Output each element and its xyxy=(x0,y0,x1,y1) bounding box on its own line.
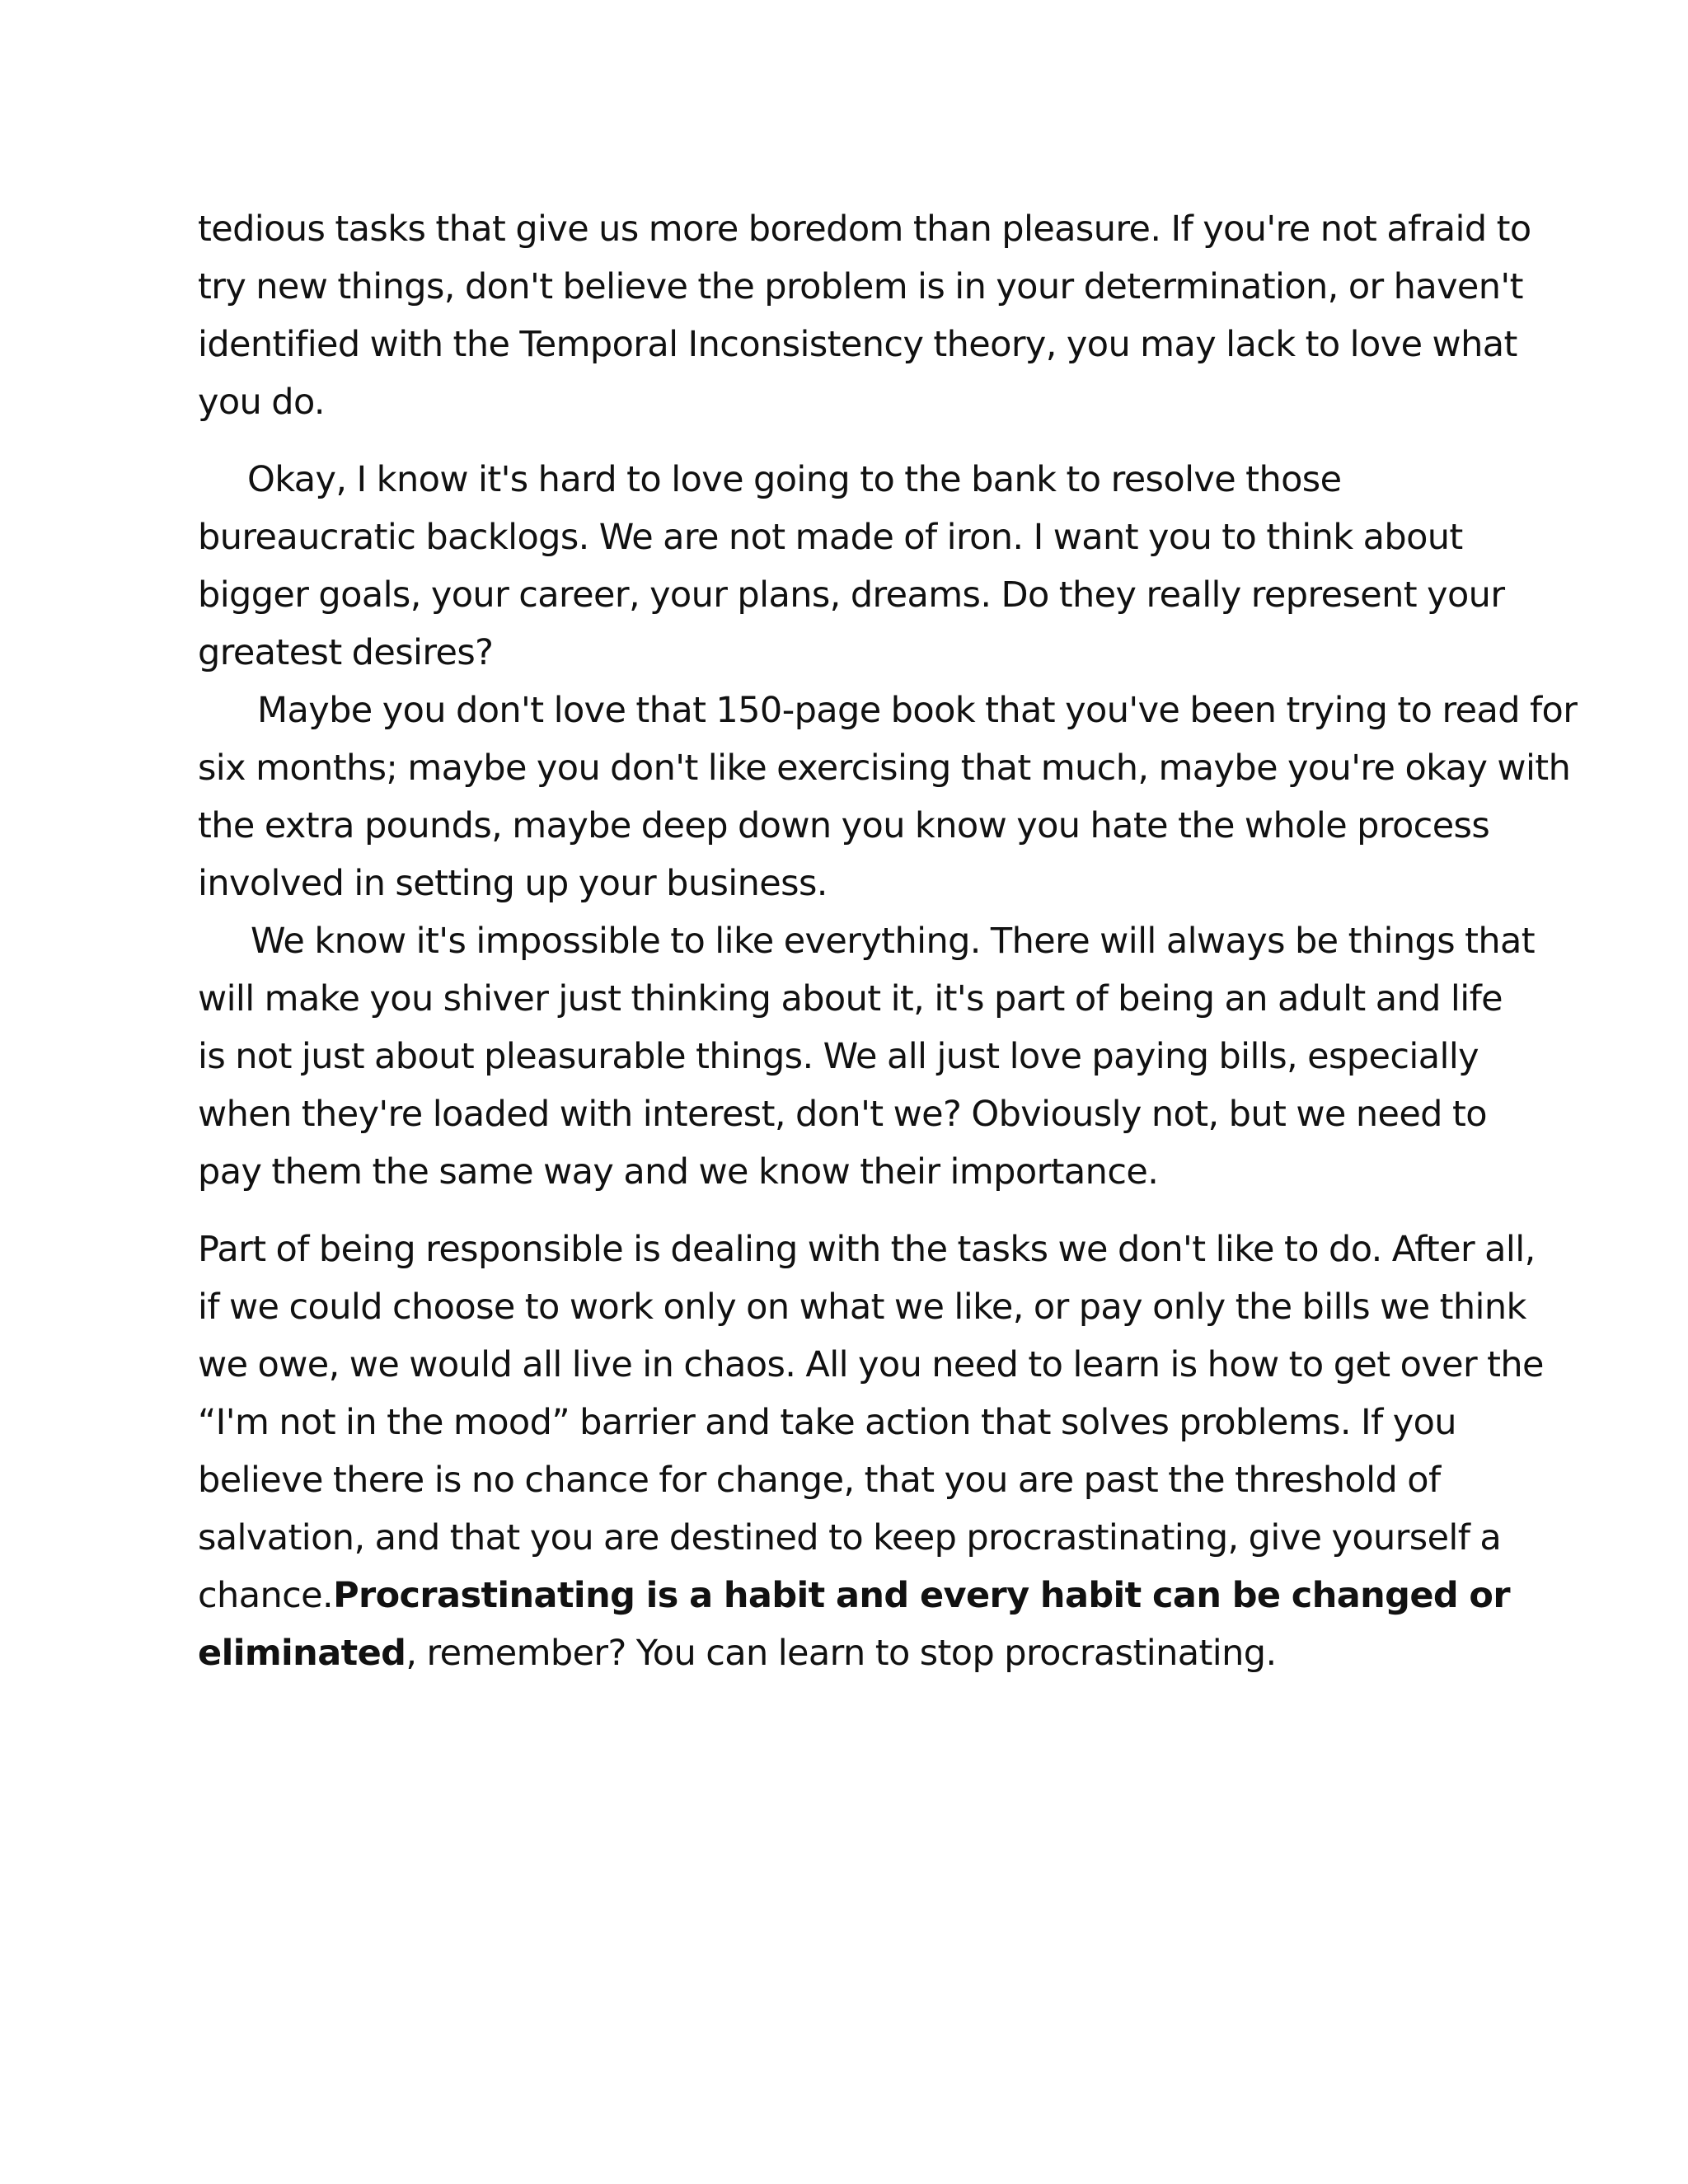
text-line: Okay, I know it's hard to love going to the bank to resolve those xyxy=(247,459,1342,500)
paragraph-1 xyxy=(198,200,1562,431)
paragraph-3 xyxy=(198,682,1578,912)
text-line: bureaucratic backlogs. We are not made of iron. I want you to think about xyxy=(198,517,1463,558)
paragraph-4 xyxy=(198,912,1562,1201)
text-line: “I'm not in the mood” barrier and take action that solves problems. If you xyxy=(198,1402,1456,1443)
text-line: greatest desires? xyxy=(198,632,494,673)
text-line: will make you shiver just thinking about it, it's part of being an adult and life xyxy=(198,978,1503,1019)
text-line: is not just about pleasurable things. We all just love paying bills, especially xyxy=(198,1036,1479,1077)
line-suffix-text: , remember? You can learn to stop procrastinating. xyxy=(406,1633,1277,1674)
line-prefix-text: chance. xyxy=(198,1575,334,1616)
text-line: if we could choose to work only on what we like, or pay only the bills we think xyxy=(198,1286,1526,1328)
text-line: pay them the same way and we know their importance. xyxy=(198,1151,1159,1193)
text-line: involved in setting up your business. xyxy=(198,863,828,904)
text-line: identified with the Temporal Inconsistency theory, you may lack to love what xyxy=(198,324,1517,365)
bold-emphasis-text: eliminated xyxy=(198,1633,406,1674)
text-line: believe there is no chance for change, that you are past the threshold of xyxy=(198,1460,1441,1501)
text-line xyxy=(198,1567,1562,1624)
text-line: Part of being responsible is dealing with the tasks we don't like to do. After all, xyxy=(198,1229,1536,1270)
text-line: try new things, don't believe the problem is in your determination, or haven't xyxy=(198,266,1523,307)
text-line: the extra pounds, maybe deep down you know you hate the whole process xyxy=(198,805,1490,846)
text-line: when they're loaded with interest, don't we? Obviously not, but we need to xyxy=(198,1094,1487,1135)
paragraph-2 xyxy=(198,451,1562,682)
text-line: tedious tasks that give us more boredom than pleasure. If you're not afraid to xyxy=(198,209,1531,250)
text-line: we owe, we would all live in chaos. All you need to learn is how to get over the xyxy=(198,1344,1544,1385)
paragraph-5 xyxy=(198,1221,1562,1682)
text-line: We know it's impossible to like everything. There will always be things that xyxy=(251,921,1535,962)
text-line: six months; maybe you don't like exercising that much, maybe you're okay with xyxy=(198,748,1571,789)
text-line xyxy=(198,1624,1562,1682)
bold-emphasis-text: Procrastinating is a habit and every habit can be changed or xyxy=(333,1575,1510,1616)
text-line: bigger goals, your career, your plans, dreams. Do they really represent your xyxy=(198,574,1505,616)
text-line: salvation, and that you are destined to keep procrastinating, give yourself a xyxy=(198,1517,1502,1558)
text-line: Maybe you don't love that 150-page book that you've been trying to read for xyxy=(257,690,1578,731)
body-text xyxy=(198,200,1578,1682)
text-line: you do. xyxy=(198,382,325,423)
